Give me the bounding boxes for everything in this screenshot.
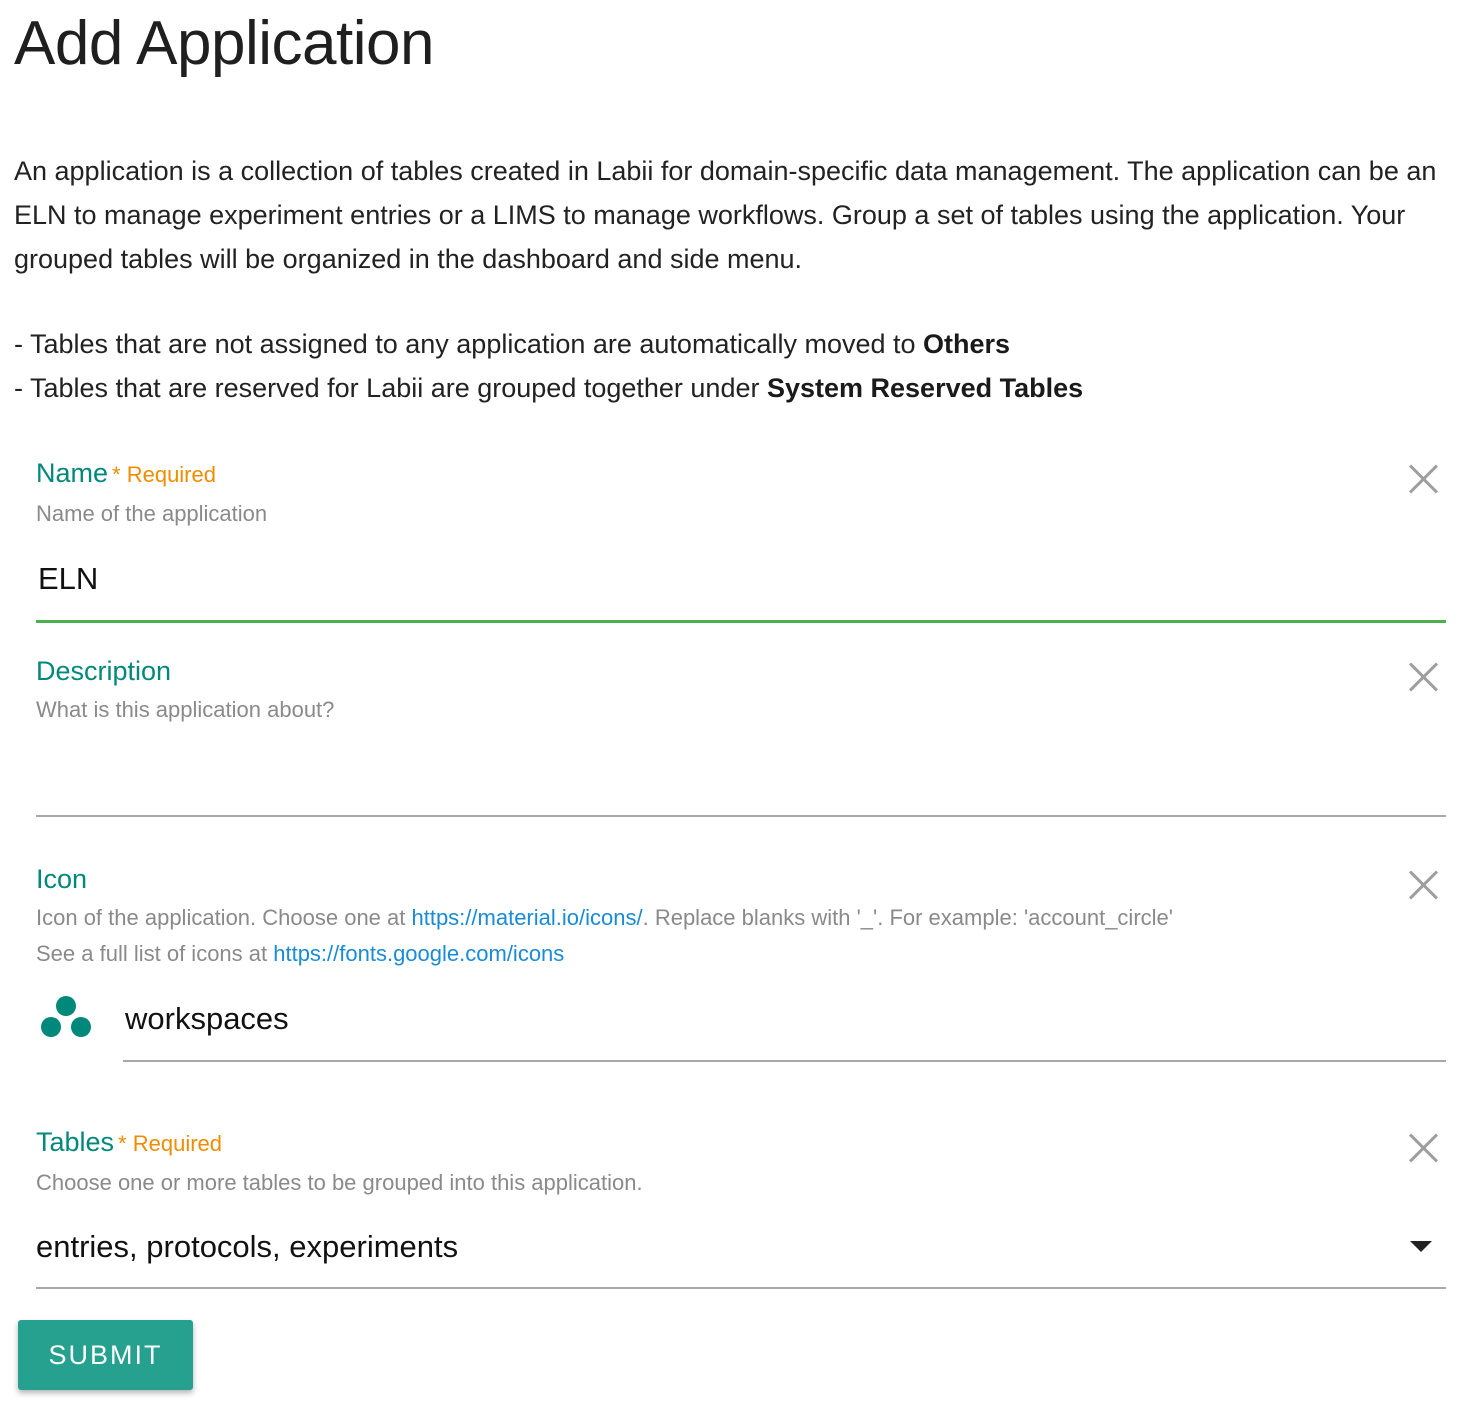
- name-clear-icon[interactable]: [1406, 460, 1440, 494]
- tables-required: * Required: [118, 1131, 222, 1156]
- tables-label-text: Tables: [36, 1127, 115, 1157]
- icon-helper-2: [36, 936, 1446, 972]
- tables-helper: Choose one or more tables to be grouped into this application.: [36, 1170, 643, 1195]
- bullet-reserved-bold: System Reserved Tables: [766, 373, 1084, 403]
- info-bullets: [14, 322, 1083, 410]
- icon-helper-2-prefix: See a full list of icons at: [36, 941, 274, 966]
- tables-select-value: entries, protocols, experiments: [36, 1229, 459, 1264]
- tables-clear-icon[interactable]: [1406, 1129, 1440, 1163]
- icon-input[interactable]: [123, 996, 1446, 1042]
- icon-label: Icon: [36, 864, 88, 894]
- material-icons-link[interactable]: https://material.io/icons/: [411, 905, 643, 930]
- bullet-others-bold: Others: [923, 329, 1011, 359]
- tables-underline: [36, 1287, 1446, 1289]
- name-underline: [36, 620, 1446, 623]
- icon-clear-icon[interactable]: [1406, 866, 1440, 900]
- icon-helper-1-suffix: . Replace blanks with '_'. For example: 'account_circle': [642, 905, 1173, 930]
- description-input[interactable]: [36, 750, 1446, 810]
- bullet-reserved: [14, 366, 1083, 410]
- name-label: [36, 456, 1446, 492]
- dropdown-caret-icon[interactable]: [1410, 1241, 1432, 1252]
- tables-select[interactable]: [36, 1223, 1446, 1271]
- icon-underline: [123, 1060, 1446, 1062]
- description-underline: [36, 815, 1446, 817]
- tables-field: [36, 1125, 1446, 1295]
- intro-paragraph: An application is a collection of tables created in Labii for domain-specific data management. The application can be an ELN to manage experiment entries or a LIMS to manage workflows. Group a set of tables using the application. Your grouped tables will be organized in the dashboard and side menu.: [14, 156, 1437, 274]
- name-field: [36, 456, 1446, 626]
- submit-button[interactable]: SUBMIT: [18, 1320, 193, 1390]
- google-fonts-icons-link[interactable]: https://fonts.google.com/icons: [273, 941, 565, 966]
- name-input[interactable]: [36, 556, 1446, 602]
- name-helper: Name of the application: [36, 501, 268, 526]
- description-clear-icon[interactable]: [1406, 658, 1440, 692]
- icon-helper-1-prefix: Icon of the application. Choose one at: [36, 905, 412, 930]
- description-field: [36, 654, 1446, 819]
- bullet-reserved-text: - Tables that are reserved for Labii are grouped together under: [14, 373, 767, 403]
- description-helper: What is this application about?: [36, 697, 335, 722]
- page-title: Add Application: [14, 9, 434, 78]
- bullet-others-text: - Tables that are not assigned to any application are automatically moved to: [14, 329, 924, 359]
- workspaces-icon: [38, 994, 94, 1042]
- name-label-text: Name: [36, 458, 109, 488]
- tables-label: [36, 1125, 1446, 1161]
- bullet-others: [14, 322, 1083, 366]
- description-label: Description: [36, 656, 172, 686]
- icon-helper-1: [36, 900, 1446, 936]
- name-required: * Required: [112, 462, 216, 487]
- icon-field: [36, 862, 1446, 1067]
